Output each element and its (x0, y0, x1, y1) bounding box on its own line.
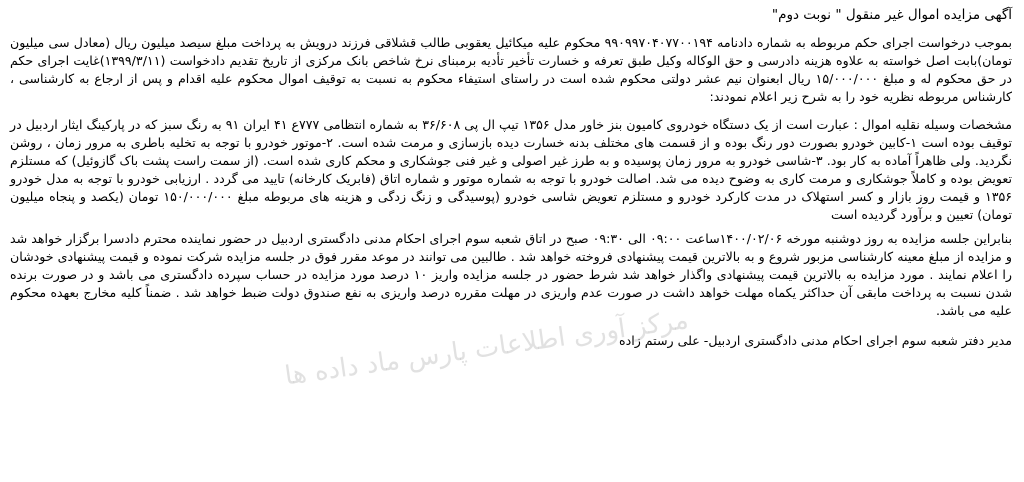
vehicle-specs-paragraph: مشخصات وسیله نقلیه اموال : عبارت است از یک دستگاه خودروی کامیون بنز خاور مدل ۱۳۵۶ تیپ ال پی ۳۶/۶۰۸ به شماره انتظامی ۷۷۷ع ۴۱ ایران ۹۱ به رنگ سبز که در پارکینگ ایثار اردبیل در توقیف بوده است ۱-کابین خودرو بصورت دور رنگ بوده و از قسمت های مختلف بدنه خسارت دیده بازسازی و مرمت شده است. ۲-موتور خودرو با توجه به تخلیه باطری به مرور زمان ، روشن نگردید. ولی ظاهراً آماده به کار بود. ۳-شاسی خودرو به مرور زمان پوسیده و به طرز غیر اصولی و غیر فنی جوشکاری و محکم کاری شده است. (از سمت راست پشت باک گازوئیل) که مستلزم تعویض بوده و کاملاً جوشکاری و مرمت کاری به وضوح دیده می شد. اصالت خودرو با توجه به شماره موتور و شماره اتاق (فابریک کارخانه) تایید می گردد . ارزیابی خودرو با توجه به مدل خودرو ۱۳۵۶ و قیمت روز بازار و کسر استهلاک در مدت کارکرد خودرو و مستلزم تعویض شاسی خودرو (پوسیدگی و زنگ زدگی و هزینه های مربوطه مبلغ ۱۵۰/۰۰۰/۰۰۰ تومان (یکصد و پنجاه میلیون تومان) تعیین و برآورد گردیده است (10, 117, 1013, 222)
notice-intro-paragraph: بموجب درخواست اجرای حکم مربوطه به شماره دادنامه ۹۹۰۹۹۷۰۴۰۷۷۰۰۱۹۴ محکوم علیه میکائیل یعقوبی طالب قشلاقی فرزند درویش به پرداخت مبلغ سیصد میلیون ریال (معادل سی میلیون تومان)بابت اصل خواسته به علاوه هزینه دادرسی و حق الوکاله وکیل طبق تعرفه و خسارت تأخیر تأدیه برمبنای نرخ شاخص بانک مرکزی از تاریخ تقدیم دادخواست (۱۳۹۹/۳/۱۱)غایت اجرای حکم در حق محکوم له و مبلغ ۱۵/۰۰۰/۰۰۰ ریال ابعنوان نیم عشر دولتی محکوم شده است در راستای استیفاء محکوم به نسبت به توقیف اموال محکوم علیه اقدام و پس از ارجاع به کارشناسی ، کارشناس مربوطه نظریه خود را به شرح زیر اعلام نمودند: (10, 35, 1012, 104)
watermark-logo: مرکز آوری اطلاعات پارس ماد داده ها (282, 305, 691, 392)
signature-line: مدیر دفتر شعبه سوم اجرای احکام مدنی دادگستری اردبیل- علی رستم زاده (619, 333, 1012, 348)
notice-title: آگهی مزایده اموال غیر منقول " نوبت دوم" (771, 7, 1012, 23)
auction-terms-paragraph: بنابراین جلسه مزایده به روز دوشنبه مورخه ۱۴۰۰/۰۲/۰۶ساعت ۰۹:۰۰ الی ۰۹:۳۰ صبح در اتاق شعبه سوم اجرای احکام مدنی دادگستری اردبیل در حضور نماینده محترم دادسرا برگزار خواهد شد و مزایده از مبلغ معینه کارشناسی مزبور شروع و به بالاترین قیمت پیشنهادی فروخته خواهد شد . طالبین می توانند در موعد مقرر فوق در جلسه مزایده شرکت نموده و قیمت پیشنهادی خودشان را اعلام نمایند . مورد مزایده به بالاترین قیمت پیشنهادی واگذار خواهد شد شرط حضور در جلسه مزایده واریز ۱۰ درصد مورد مزایده در حساب سپرده دادگستری می باشد و در صورت برنده شدن نسبت به پرداخت مابقی آن حداکثر یکماه مهلت خواهد داشت در صورت عدم واریزی در مهلت مقرره درصد واریزی به نفع صندوق دولت ضبط خواهد شد . ضمناً کلیه مخارج بعهده محکوم علیه می باشد. (10, 231, 1013, 318)
